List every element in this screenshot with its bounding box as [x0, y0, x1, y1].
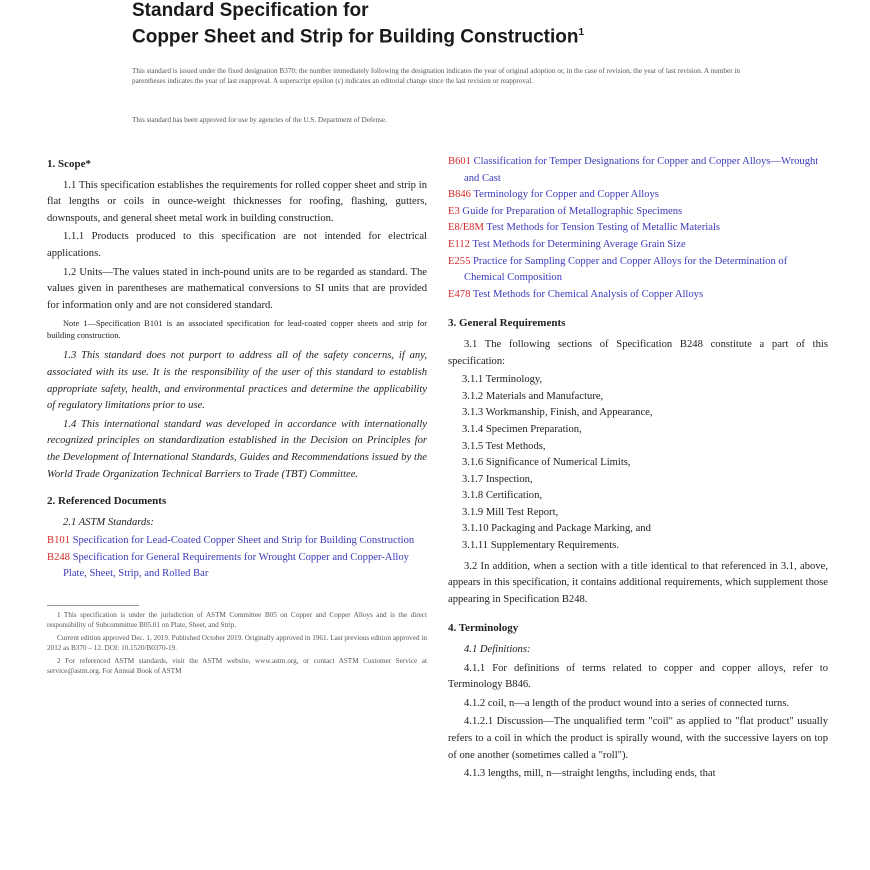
requirement-item: 3.1.10 Packaging and Package Marking, and: [462, 523, 651, 535]
ref-code[interactable]: B101: [47, 535, 70, 547]
ref-code[interactable]: E3: [448, 205, 460, 217]
section-4-heading: 4. Terminology: [448, 622, 519, 635]
ref-code[interactable]: E8/E8M: [448, 222, 484, 234]
title-block: [132, 0, 832, 48]
requirement-item: 3.1.7 Inspection,: [462, 473, 533, 485]
document-title: Copper Sheet and Strip for Building Construction: [132, 26, 579, 48]
ref-title[interactable]: Practice for Sampling Copper and Copper Alloys for the Determination of Chemical Composition: [464, 255, 788, 284]
para-3-1: 3.1 The following sections of Specification B248 constitute a part of this specification:: [448, 338, 828, 367]
ref-e478[interactable]: [448, 287, 828, 304]
ref-code[interactable]: E255: [448, 255, 471, 267]
requirement-item: 3.1.1 Terminology,: [462, 374, 543, 386]
para-1-1: 1.1 This specification establishes the requirements for rolled copper sheet and strip in flat lengths or coils in ounce-weight thicknesses for roofing, flashing, gutters, downspouts, and general sheet metal work in building construction.: [47, 179, 427, 224]
referenced-documents-list-cont: [448, 154, 828, 303]
title-footnote-mark: 1: [578, 27, 585, 38]
section-1-heading: 1. Scope*: [47, 158, 91, 170]
ref-code[interactable]: B248: [47, 551, 70, 563]
ref-e255[interactable]: [448, 254, 828, 287]
ref-e8[interactable]: [448, 220, 828, 237]
section-2-heading: 2. Referenced Documents: [47, 495, 167, 508]
para-4-1-1: 4.1.1 For definitions of terms related to copper and copper alloys, refer to Terminology B846.: [448, 662, 828, 691]
requirement-item: 3.1.3 Workmanship, Finish, and Appearance,: [462, 407, 653, 419]
designation-notice: This standard is issued under the fixed designation B370; the number immediately following the designation indicates the year of original adoption or, in the case of revision, the year of last revision. A number in parentheses indicates the year of last reapproval. A superscript epsilon (ε) indicates an editorial change since the last revision or reapproval.: [132, 67, 740, 86]
ref-title[interactable]: Classification for Temper Designations for Copper and Copper Alloys—Wrought and Cast: [464, 156, 819, 184]
para-4-1-3: 4.1.3 lengths, mill, n—straight lengths, including ends, that: [464, 768, 716, 780]
requirement-item: 3.1.2 Materials and Manufacture,: [462, 390, 604, 402]
para-2-1: 2.1 ASTM Standards:: [63, 516, 154, 528]
ref-b248[interactable]: [47, 550, 427, 583]
ref-b846[interactable]: [448, 187, 828, 204]
ref-title[interactable]: Test Methods for Determining Average Grain Size: [469, 238, 686, 250]
ref-code[interactable]: B601: [448, 156, 471, 167]
ref-title[interactable]: Specification for Lead-Coated Copper Sheet and Strip for Building Construction: [69, 535, 415, 547]
ref-title[interactable]: Guide for Preparation of Metallographic Specimens: [459, 205, 683, 217]
para-1-1-1: 1.1.1 Products produced to this specification are not intended for electrical applications.: [47, 231, 427, 259]
title-line-2: [132, 22, 832, 48]
ref-code[interactable]: B846: [448, 189, 471, 201]
footnote-2: 2 For referenced ASTM standards, visit the ASTM website, www.astm.org, or contact ASTM Customer Service at service@astm.org. For Annual Book of ASTM: [47, 657, 427, 676]
referenced-documents-list: [47, 533, 427, 583]
footnote-1: 1 This specification is under the jurisdiction of ASTM Committee B05 on Copper and Copper Alloys and is the direct responsibility of Subcommittee B05.01 on Plate, Sheet, and Strip.: [47, 611, 427, 630]
ref-b101[interactable]: [47, 533, 427, 550]
para-1-4: 1.4 This international standard was developed in accordance with internationally recognized principles on standardization established in the Decision on Principles for the Development of International Standards, Guides and Recommendations issued by the World Trade Organization Technical Barriers to Trade (TBT) Committee.: [47, 418, 427, 480]
para-1-3: 1.3 This standard does not purport to address all of the safety concerns, if any, associated with its use. It is the responsibility of the user of this standard to establish appropriate safety, health, and environmental practices and determine the applicability of regulatory limitations prior to use.: [47, 350, 427, 412]
para-4-1: 4.1 Definitions:: [464, 644, 531, 656]
general-requirements-list: [448, 372, 828, 555]
dod-notice: This standard has been approved for use by agencies of the U.S. Department of Defense.: [132, 116, 387, 124]
ref-b601[interactable]: [448, 154, 828, 187]
footnote-divider: [47, 605, 139, 606]
footnote-1-edition: Current edition approved Dec. 1, 2019. Published October 2019. Originally approved in 1961. Last previous edition approved in 2012 as B370 – 12. DOI: 10.1520/B0370-19.: [47, 634, 427, 653]
requirement-item: 3.1.4 Specimen Preparation,: [462, 423, 582, 435]
requirement-item: 3.1.8 Certification,: [462, 490, 543, 502]
ref-e112[interactable]: [448, 237, 828, 254]
ref-code[interactable]: E112: [448, 238, 470, 250]
para-4-1-2-1: 4.1.2.1 Discussion—The unqualified term "coil" as applied to "flat product" usually refers to a coil in which the product is spirally wound, with the successive layers on top of one another (sometimes called a "roll").: [448, 716, 828, 761]
para-1-2: 1.2 Units—The values stated in inch-pound units are to be regarded as standard. The values given in parentheses are mathematical conversions to SI units that are provided for information only and are not considered standard.: [47, 266, 427, 311]
note-1: Note 1—Specification B101 is an associated specification for lead-coated copper sheets and strip for building construction.: [47, 319, 427, 341]
requirement-item: 3.1.5 Test Methods,: [462, 440, 546, 452]
ref-e3[interactable]: [448, 204, 828, 221]
para-4-1-2: 4.1.2 coil, n—a length of the product wound into a series of connected turns.: [464, 697, 790, 709]
section-3-heading: 3. General Requirements: [448, 317, 566, 330]
requirement-item: 3.1.11 Supplementary Requirements.: [462, 540, 620, 552]
left-column: [47, 150, 427, 679]
ref-code[interactable]: E478: [448, 288, 471, 300]
requirement-item: 3.1.9 Mill Test Report,: [462, 506, 559, 518]
para-3-2: 3.2 In addition, when a section with a title identical to that referenced in 3.1, above, appears in this specification, it contains additional requirements, which supplement those appearing in Specification B248.: [448, 560, 828, 605]
right-column: [448, 154, 828, 785]
ref-title[interactable]: Terminology for Copper and Copper Alloys: [470, 189, 659, 201]
title-line-1: Standard Specification for: [132, 0, 369, 21]
ref-title[interactable]: Test Methods for Tension Testing of Metallic Materials: [483, 222, 721, 234]
ref-title[interactable]: Specification for General Requirements for Wrought Copper and Copper-Alloy Plate, Sheet, Strip, and Rolled Bar: [63, 551, 409, 580]
requirement-item: 3.1.6 Significance of Numerical Limits,: [462, 457, 631, 469]
ref-title[interactable]: Test Methods for Chemical Analysis of Copper Alloys: [470, 288, 704, 300]
